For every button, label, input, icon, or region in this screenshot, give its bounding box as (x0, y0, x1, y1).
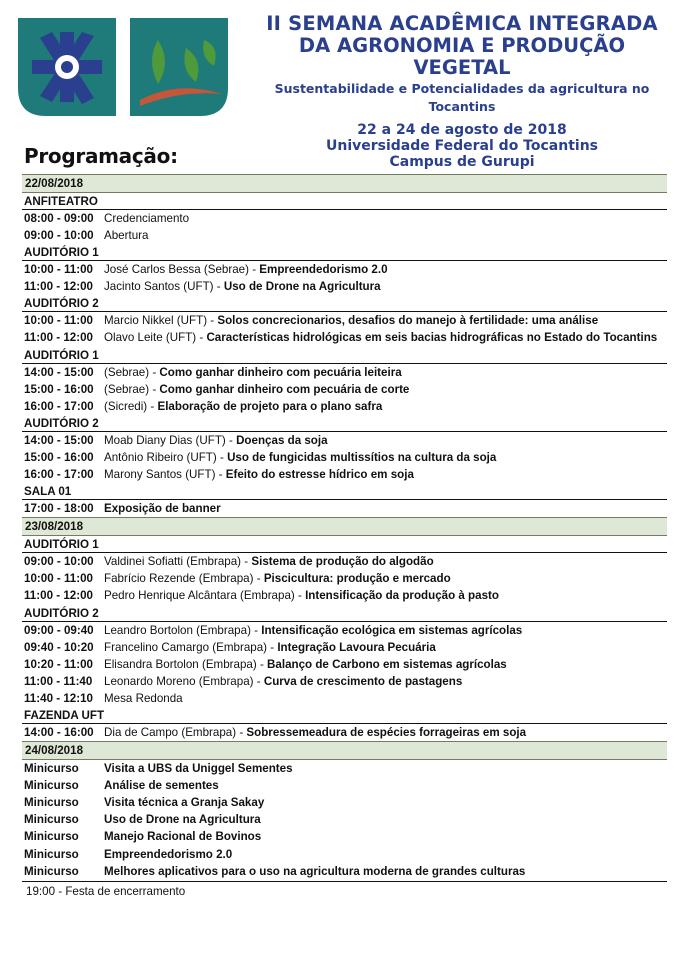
session-content (104, 500, 221, 517)
session-time: 11:00 - 12:00 (24, 331, 93, 345)
session-topic: Uso de fungicidas multissítios na cultura da soja (227, 450, 497, 464)
session-topic: Piscicultura: produção e mercado (263, 572, 451, 586)
session-content (104, 364, 402, 381)
session-topic: Intensificação ecológica em sistemas agrícolas (261, 623, 523, 637)
venue-header: FAZENDA UFT (22, 707, 667, 724)
session-content (104, 329, 657, 346)
session-row (22, 622, 667, 639)
session-time: 14:00 - 16:00 (24, 725, 94, 739)
session-topic: Empreendedorismo 2.0 (259, 263, 388, 277)
session-time: 11:00 - 12:00 (24, 280, 93, 294)
session-speaker: Dia de Campo (Embrapa) - (104, 725, 247, 739)
closing-time: 19:00 - (26, 884, 66, 898)
session-speaker: (Sicredi) - (104, 399, 158, 413)
session-speaker: Leandro Bortolon (Embrapa) - (104, 623, 262, 637)
session-row (22, 329, 667, 346)
session-topic: Como ganhar dinheiro com pecuária de corte (159, 382, 410, 396)
venue-header: AUDITÓRIO 1 (22, 536, 667, 553)
session-row (22, 777, 667, 794)
session-topic: Sistema de produção do algodão (251, 555, 434, 569)
session-row (22, 673, 667, 690)
session-row (22, 432, 667, 449)
session-row (22, 227, 667, 244)
session-topic: Sobressemeadura de espécies forrageiras em soja (246, 725, 527, 739)
session-time: 14:00 - 15:00 (24, 365, 94, 379)
session-speaker: Marony Santos (UFT) - (104, 468, 226, 482)
session-row (22, 587, 667, 604)
session-content (104, 449, 496, 466)
session-row (22, 261, 667, 278)
session-time: 11:00 - 11:40 (24, 674, 93, 688)
session-row (22, 863, 667, 880)
session-time: 15:00 - 16:00 (24, 450, 94, 464)
session-speaker: Antônio Ribeiro (UFT) - (104, 450, 228, 464)
event-title (247, 13, 677, 170)
session-topic: Uso de Drone na Agricultura (104, 813, 261, 827)
session-time: 08:00 - 09:00 (24, 212, 94, 225)
session-speaker: Pedro Henrique Alcântara (Embrapa) - (104, 589, 306, 603)
session-content (104, 811, 261, 828)
venue-header: SALA 01 (22, 483, 667, 500)
session-time: 09:00 - 10:00 (24, 229, 94, 243)
session-topic: Intensificação da produção à pasto (305, 589, 499, 603)
session-time: 17:00 - 18:00 (24, 502, 94, 516)
session-row (22, 210, 667, 227)
session-content (104, 227, 148, 244)
session-content (104, 587, 499, 604)
session-content (104, 724, 526, 741)
event-title-line-1: II SEMANA ACADÊMICA INTEGRADA (266, 12, 658, 35)
session-content (104, 622, 522, 639)
session-content (104, 863, 525, 880)
session-speaker: Mesa Redonda (104, 691, 183, 705)
session-topic: Visita técnica a Granja Sakay (104, 796, 265, 810)
session-topic: Integração Lavoura Pecuária (277, 640, 436, 654)
session-content (104, 656, 507, 673)
event-campus: Campus de Gurupi (389, 154, 535, 170)
session-time: 09:00 - 10:00 (24, 555, 94, 569)
session-row (22, 398, 667, 415)
session-time: Minicurso (24, 830, 79, 844)
venue-header: AUDITÓRIO 2 (22, 415, 667, 432)
session-content (104, 312, 598, 329)
session-time: Minicurso (24, 796, 79, 810)
event-logo (8, 10, 238, 125)
session-speaker: Marcio Nikkel (UFT) - (104, 314, 218, 328)
session-time: 09:40 - 10:20 (24, 640, 94, 654)
session-time: 10:00 - 11:00 (24, 314, 93, 328)
session-time: 11:00 - 12:00 (24, 589, 93, 603)
session-content (104, 690, 183, 707)
session-content (104, 673, 462, 690)
session-time: Minicurso (24, 779, 79, 793)
session-content (104, 432, 328, 449)
venue-header: ANFITEATRO (22, 193, 667, 210)
session-content (104, 639, 436, 656)
session-content (104, 398, 382, 415)
session-content (104, 261, 388, 278)
session-row (22, 500, 667, 517)
day-date-header: 22/08/2018 (22, 174, 667, 193)
session-row (22, 449, 667, 466)
closing-text: Festa de encerramento (65, 884, 186, 898)
event-university: Universidade Federal do Tocantins (325, 138, 598, 154)
session-row (22, 312, 667, 329)
session-topic: Efeito do estresse hídrico em soja (225, 468, 414, 482)
session-time: 10:20 - 11:00 (24, 657, 93, 671)
session-speaker: Fabrício Rezende (Embrapa) - (104, 572, 264, 586)
session-row (22, 364, 667, 381)
session-time: 16:00 - 17:00 (24, 399, 94, 413)
session-topic: Melhores aplicativos para o uso na agricultura moderna de grandes culturas (104, 864, 526, 878)
session-content (104, 846, 232, 863)
session-topic: Manejo Racional de Bovinos (104, 830, 262, 844)
session-content (104, 278, 381, 295)
session-topic: Curva de crescimento de pastagens (263, 674, 463, 688)
session-content (104, 794, 264, 811)
session-time: Minicurso (24, 813, 79, 827)
session-row (22, 553, 667, 570)
schedule-table (22, 174, 667, 900)
day-date-header: 23/08/2018 (22, 517, 667, 536)
session-time: 10:00 - 11:00 (24, 572, 93, 586)
session-time: Minicurso (24, 762, 79, 776)
session-row (22, 466, 667, 483)
session-row (22, 656, 667, 673)
session-time: 11:40 - 12:10 (24, 691, 93, 705)
event-title-line-2: DA AGRONOMIA E PRODUÇÃO VEGETAL (298, 34, 626, 79)
session-speaker: Francelino Camargo (Embrapa) - (104, 640, 278, 654)
session-time: 09:00 - 09:40 (24, 623, 94, 637)
session-row (22, 760, 667, 777)
session-time: Minicurso (24, 847, 79, 861)
session-time: 10:00 - 11:00 (24, 263, 93, 277)
session-content (104, 828, 261, 845)
session-content (104, 381, 409, 398)
session-content (104, 553, 434, 570)
session-time: 14:00 - 15:00 (24, 433, 94, 447)
session-topic: Balanço de Carbono em sistemas agrícolas (267, 657, 507, 671)
session-row (22, 690, 667, 707)
event-dates: 22 a 24 de agosto de 2018 (357, 122, 567, 138)
session-speaker: (Sebrae) - (104, 382, 160, 396)
session-speaker: Jacinto Santos (UFT) - (104, 280, 224, 294)
session-content (104, 210, 189, 227)
session-topic: Exposição de banner (104, 502, 221, 516)
session-speaker: Moab Diany Dias (UFT) - (104, 433, 237, 447)
session-topic: Empreendedorismo 2.0 (104, 847, 233, 861)
session-topic: Elaboração de projeto para o plano safra (157, 399, 383, 413)
session-content (104, 570, 451, 587)
session-speaker: Valdinei Sofiatti (Embrapa) - (104, 555, 252, 569)
session-topic: Análise de sementes (104, 779, 219, 793)
session-row (22, 570, 667, 587)
session-topic: Solos concrecionarios, desafios do manejo à fertilidade: uma análise (217, 314, 599, 328)
session-row (22, 846, 667, 863)
session-speaker: Abertura (104, 229, 149, 243)
day-date-header: 24/08/2018 (22, 741, 667, 760)
session-row (22, 639, 667, 656)
session-row (22, 811, 667, 828)
event-subtitle: Sustentabilidade e Potencialidades da agricultura no Tocantins (274, 81, 650, 114)
closing-row (22, 881, 667, 900)
venue-header: AUDITÓRIO 2 (22, 295, 667, 312)
session-row (22, 828, 667, 845)
session-speaker: Credenciamento (104, 212, 190, 225)
session-content (104, 760, 293, 777)
session-speaker: Leonardo Moreno (Embrapa) - (104, 674, 264, 688)
session-topic: Visita a UBS da Uniggel Sementes (104, 762, 293, 776)
session-time: 16:00 - 17:00 (24, 468, 94, 482)
session-speaker: José Carlos Bessa (Sebrae) - (104, 263, 260, 277)
page-title: Programação: (24, 144, 178, 168)
session-topic: Doenças da soja (236, 433, 328, 447)
session-row (22, 724, 667, 741)
session-topic: Características hidrológicas em seis bacias hidrográficas no Estado do Tocantins (206, 331, 658, 345)
session-speaker: Elisandra Bortolon (Embrapa) - (104, 657, 268, 671)
session-time: 15:00 - 16:00 (24, 382, 94, 396)
venue-header: AUDITÓRIO 1 (22, 244, 667, 261)
session-topic: Uso de Drone na Agricultura (223, 280, 381, 294)
session-row (22, 794, 667, 811)
session-speaker: Olavo Leite (UFT) - (104, 331, 207, 345)
venue-header: AUDITÓRIO 1 (22, 347, 667, 364)
session-speaker: (Sebrae) - (104, 365, 160, 379)
venue-header: AUDITÓRIO 2 (22, 605, 667, 622)
session-time: Minicurso (24, 864, 79, 878)
session-row (22, 278, 667, 295)
session-topic: Como ganhar dinheiro com pecuária leiteira (159, 365, 402, 379)
session-content (104, 777, 219, 794)
session-content (104, 466, 414, 483)
session-row (22, 381, 667, 398)
